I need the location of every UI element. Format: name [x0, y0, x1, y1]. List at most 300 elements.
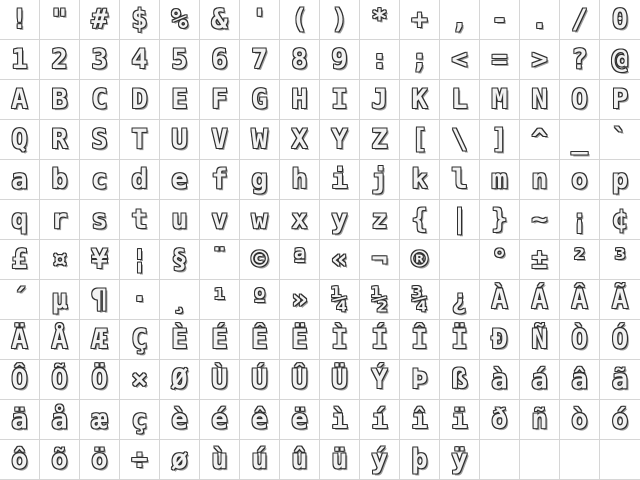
glyph-cell[interactable]	[40, 320, 80, 360]
glyph: ¨	[211, 243, 228, 275]
glyph-cell[interactable]	[320, 80, 360, 120]
glyph-cell[interactable]	[520, 160, 560, 200]
glyph-cell[interactable]	[120, 40, 160, 80]
glyph-cell[interactable]	[400, 320, 440, 360]
glyph: t	[131, 203, 148, 235]
glyph-cell[interactable]	[520, 400, 560, 440]
glyph: :	[371, 43, 388, 75]
glyph-cell[interactable]	[400, 400, 440, 440]
empty-cell	[520, 440, 560, 480]
glyph-cell[interactable]	[480, 320, 520, 360]
glyph-cell[interactable]	[240, 160, 280, 200]
glyph-cell[interactable]	[200, 0, 240, 40]
glyph-cell[interactable]	[120, 80, 160, 120]
glyph: È	[171, 323, 188, 355]
glyph-cell[interactable]	[280, 80, 320, 120]
glyph-cell[interactable]	[520, 200, 560, 240]
glyph-cell[interactable]	[200, 280, 240, 320]
glyph-cell[interactable]	[360, 160, 400, 200]
glyph: 9	[331, 43, 348, 75]
glyph-cell[interactable]	[160, 0, 200, 40]
glyph-cell[interactable]	[120, 0, 160, 40]
glyph: ¿	[451, 283, 468, 315]
empty-cell	[480, 440, 520, 480]
glyph: ·	[131, 283, 148, 315]
glyph-cell[interactable]	[320, 40, 360, 80]
glyph-cell[interactable]	[520, 120, 560, 160]
glyph-cell[interactable]	[360, 400, 400, 440]
glyph-cell[interactable]	[240, 0, 280, 40]
glyph: ¸	[171, 283, 188, 315]
glyph-cell[interactable]	[240, 200, 280, 240]
empty-cell	[560, 440, 600, 480]
glyph-cell[interactable]	[280, 0, 320, 40]
glyph: $	[131, 3, 148, 35]
glyph: p	[611, 163, 629, 195]
glyph-cell[interactable]	[240, 320, 280, 360]
glyph-cell[interactable]	[320, 360, 360, 400]
glyph-cell[interactable]	[80, 160, 120, 200]
glyph: ï	[451, 403, 468, 435]
glyph-cell[interactable]	[280, 360, 320, 400]
glyph: f	[211, 163, 228, 195]
glyph: "	[51, 3, 68, 35]
glyph: Ä	[11, 323, 28, 355]
glyph-cell[interactable]	[600, 80, 640, 120]
glyph-cell[interactable]	[520, 40, 560, 80]
glyph-cell[interactable]	[120, 120, 160, 160]
glyph-cell[interactable]	[560, 160, 600, 200]
glyph-cell[interactable]	[240, 80, 280, 120]
glyph: ½	[371, 283, 388, 315]
glyph-cell[interactable]	[120, 200, 160, 240]
glyph: ê	[251, 403, 268, 435]
glyph: ð	[491, 403, 508, 435]
glyph: N	[531, 83, 548, 115]
glyph: \	[451, 123, 468, 155]
glyph-cell[interactable]	[360, 0, 400, 40]
glyph-cell[interactable]	[360, 120, 400, 160]
glyph: )	[331, 3, 348, 35]
glyph-cell[interactable]	[560, 400, 600, 440]
glyph: Þ	[411, 363, 428, 395]
glyph-cell[interactable]	[400, 160, 440, 200]
glyph: §	[171, 243, 188, 275]
glyph: Û	[291, 363, 308, 395]
glyph: _	[571, 123, 588, 155]
glyph-cell[interactable]	[160, 400, 200, 440]
glyph-cell[interactable]	[120, 360, 160, 400]
glyph-cell[interactable]	[480, 160, 520, 200]
glyph: O	[571, 83, 588, 115]
glyph: ý	[371, 443, 388, 475]
glyph: T	[131, 123, 148, 155]
glyph-cell[interactable]	[400, 200, 440, 240]
glyph-cell[interactable]	[400, 80, 440, 120]
glyph-cell[interactable]	[440, 0, 480, 40]
glyph-cell[interactable]	[40, 440, 80, 480]
glyph-cell[interactable]	[440, 120, 480, 160]
glyph-cell[interactable]	[560, 280, 600, 320]
glyph-cell[interactable]	[200, 40, 240, 80]
glyph: ¶	[91, 283, 108, 315]
glyph-cell[interactable]	[360, 280, 400, 320]
glyph-cell[interactable]	[280, 40, 320, 80]
glyph-cell[interactable]	[0, 200, 40, 240]
glyph: ®	[411, 243, 428, 275]
glyph: à	[491, 363, 508, 395]
glyph-cell[interactable]	[80, 280, 120, 320]
glyph-cell[interactable]	[480, 360, 520, 400]
glyph-cell[interactable]	[160, 280, 200, 320]
glyph-cell[interactable]	[480, 40, 520, 80]
glyph: «	[331, 243, 348, 275]
glyph: Ô	[11, 363, 28, 395]
glyph: }	[491, 203, 508, 235]
glyph: ^	[531, 123, 548, 155]
glyph-cell[interactable]	[400, 360, 440, 400]
glyph-cell[interactable]	[560, 0, 600, 40]
empty-cell	[440, 240, 480, 280]
glyph-cell[interactable]	[320, 240, 360, 280]
glyph-cell[interactable]	[360, 440, 400, 480]
glyph-cell[interactable]	[360, 200, 400, 240]
glyph: ¦	[131, 243, 148, 275]
glyph-cell[interactable]	[0, 120, 40, 160]
glyph-cell[interactable]	[80, 440, 120, 480]
glyph-cell[interactable]	[560, 320, 600, 360]
glyph-cell[interactable]	[280, 160, 320, 200]
glyph-cell[interactable]	[200, 240, 240, 280]
glyph: *	[371, 3, 388, 35]
glyph-cell[interactable]	[360, 360, 400, 400]
glyph-cell[interactable]	[0, 80, 40, 120]
glyph-cell[interactable]	[40, 200, 80, 240]
glyph: ß	[451, 363, 468, 395]
glyph: !	[11, 3, 28, 35]
glyph-cell[interactable]	[360, 240, 400, 280]
glyph-cell[interactable]	[40, 280, 80, 320]
glyph-cell[interactable]	[0, 160, 40, 200]
glyph-cell[interactable]	[120, 440, 160, 480]
glyph: ª	[291, 243, 308, 275]
glyph: Å	[51, 323, 68, 355]
glyph-cell[interactable]	[40, 160, 80, 200]
glyph-cell[interactable]	[400, 40, 440, 80]
glyph-cell[interactable]	[520, 0, 560, 40]
glyph-cell[interactable]	[0, 40, 40, 80]
glyph-cell[interactable]	[440, 80, 480, 120]
glyph-cell[interactable]	[520, 240, 560, 280]
glyph-cell[interactable]	[280, 200, 320, 240]
glyph-cell[interactable]	[200, 80, 240, 120]
glyph: ò	[571, 403, 588, 435]
glyph-cell[interactable]	[440, 160, 480, 200]
glyph-cell[interactable]	[240, 360, 280, 400]
glyph: P	[611, 83, 629, 115]
glyph-cell[interactable]	[200, 320, 240, 360]
glyph: Ù	[211, 363, 228, 395]
glyph-cell[interactable]	[40, 120, 80, 160]
glyph-cell[interactable]	[80, 40, 120, 80]
glyph: 7	[251, 43, 268, 75]
glyph: ë	[291, 403, 308, 435]
glyph: Ê	[251, 323, 268, 355]
glyph: '	[251, 3, 268, 35]
glyph-cell[interactable]	[600, 160, 640, 200]
glyph: x	[291, 203, 308, 235]
glyph: m	[491, 163, 508, 195]
glyph: 1	[11, 43, 28, 75]
glyph-cell[interactable]	[160, 160, 200, 200]
glyph-cell[interactable]	[80, 240, 120, 280]
glyph-cell[interactable]	[120, 280, 160, 320]
glyph: ³	[611, 243, 629, 275]
glyph-cell[interactable]	[40, 80, 80, 120]
glyph-cell[interactable]	[320, 320, 360, 360]
glyph: ,	[451, 3, 468, 35]
glyph: Ã	[611, 283, 629, 315]
glyph-cell[interactable]	[0, 320, 40, 360]
glyph: ±	[531, 243, 548, 275]
glyph: C	[91, 83, 108, 115]
glyph: g	[251, 163, 268, 195]
glyph-cell[interactable]	[320, 200, 360, 240]
glyph-cell[interactable]	[440, 400, 480, 440]
glyph-cell[interactable]	[0, 360, 40, 400]
glyph-cell[interactable]	[200, 400, 240, 440]
glyph-cell[interactable]	[80, 200, 120, 240]
glyph: ô	[11, 443, 28, 475]
glyph-cell[interactable]	[360, 80, 400, 120]
glyph-cell[interactable]	[520, 360, 560, 400]
glyph-cell[interactable]	[40, 0, 80, 40]
glyph-cell[interactable]	[320, 280, 360, 320]
glyph-cell[interactable]	[440, 320, 480, 360]
glyph: ¹	[211, 283, 228, 315]
glyph-cell[interactable]	[480, 80, 520, 120]
glyph: Ì	[331, 323, 348, 355]
glyph-cell[interactable]	[240, 120, 280, 160]
glyph-cell[interactable]	[600, 360, 640, 400]
glyph: Ü	[331, 363, 348, 395]
glyph-cell[interactable]	[560, 240, 600, 280]
glyph: ¬	[371, 243, 388, 275]
glyph-cell[interactable]	[0, 240, 40, 280]
glyph-cell[interactable]	[600, 0, 640, 40]
glyph-cell[interactable]	[400, 440, 440, 480]
glyph: h	[291, 163, 308, 195]
glyph-cell[interactable]	[80, 80, 120, 120]
glyph-cell[interactable]	[160, 40, 200, 80]
glyph-cell[interactable]	[40, 360, 80, 400]
glyph: {	[411, 203, 428, 235]
glyph-cell[interactable]	[520, 80, 560, 120]
glyph-cell[interactable]	[600, 120, 640, 160]
glyph-cell[interactable]	[360, 320, 400, 360]
glyph-cell[interactable]	[440, 280, 480, 320]
glyph-cell[interactable]	[160, 360, 200, 400]
glyph-cell[interactable]	[200, 200, 240, 240]
glyph-cell[interactable]	[480, 0, 520, 40]
glyph-cell[interactable]	[0, 280, 40, 320]
glyph-cell[interactable]	[280, 400, 320, 440]
glyph-cell[interactable]	[600, 280, 640, 320]
glyph-cell[interactable]	[400, 280, 440, 320]
glyph-cell[interactable]	[120, 320, 160, 360]
glyph: q	[11, 203, 28, 235]
glyph: >	[531, 43, 548, 75]
glyph: ñ	[531, 403, 548, 435]
glyph-cell[interactable]	[320, 160, 360, 200]
glyph-cell[interactable]	[560, 200, 600, 240]
glyph: ó	[611, 403, 629, 435]
glyph: Æ	[91, 323, 108, 355]
glyph-cell[interactable]	[160, 200, 200, 240]
glyph: W	[251, 123, 268, 155]
glyph-cell[interactable]	[240, 40, 280, 80]
glyph: Z	[371, 123, 388, 155]
glyph-cell[interactable]	[560, 120, 600, 160]
glyph-cell[interactable]	[200, 360, 240, 400]
glyph: ÷	[131, 443, 148, 475]
glyph-cell[interactable]	[80, 320, 120, 360]
glyph-cell[interactable]	[440, 440, 480, 480]
glyph: ä	[11, 403, 28, 435]
glyph-cell[interactable]	[320, 440, 360, 480]
glyph: õ	[51, 443, 68, 475]
glyph: ü	[331, 443, 348, 475]
glyph: b	[51, 163, 68, 195]
glyph: Ñ	[531, 323, 548, 355]
glyph-cell[interactable]	[160, 440, 200, 480]
glyph-cell[interactable]	[40, 240, 80, 280]
glyph-cell[interactable]	[520, 320, 560, 360]
glyph-cell[interactable]	[80, 0, 120, 40]
glyph: L	[451, 83, 468, 115]
glyph-cell[interactable]	[400, 240, 440, 280]
glyph: á	[531, 363, 548, 395]
glyph-cell[interactable]	[600, 200, 640, 240]
glyph: Ý	[371, 363, 388, 395]
glyph-cell[interactable]	[0, 400, 40, 440]
glyph-cell[interactable]	[480, 120, 520, 160]
glyph: R	[51, 123, 68, 155]
glyph: A	[11, 83, 28, 115]
glyph-cell[interactable]	[120, 160, 160, 200]
glyph-cell[interactable]	[280, 280, 320, 320]
glyph: Í	[371, 323, 388, 355]
glyph-cell[interactable]	[600, 40, 640, 80]
glyph-cell[interactable]	[200, 120, 240, 160]
glyph: D	[131, 83, 148, 115]
glyph: Y	[331, 123, 348, 155]
glyph-cell[interactable]	[280, 240, 320, 280]
glyph-cell[interactable]	[320, 0, 360, 40]
glyph-cell[interactable]	[320, 400, 360, 440]
glyph-cell[interactable]	[600, 320, 640, 360]
glyph-cell[interactable]	[160, 320, 200, 360]
glyph-cell[interactable]	[560, 360, 600, 400]
glyph-cell[interactable]	[280, 440, 320, 480]
glyph-cell[interactable]	[240, 280, 280, 320]
glyph-cell[interactable]	[440, 360, 480, 400]
glyph: ?	[571, 43, 588, 75]
glyph-cell[interactable]	[600, 240, 640, 280]
glyph-cell[interactable]	[120, 240, 160, 280]
glyph: M	[491, 83, 508, 115]
glyph-cell[interactable]	[480, 280, 520, 320]
glyph: i	[331, 163, 348, 195]
glyph: Ø	[171, 363, 188, 395]
glyph-cell[interactable]	[240, 400, 280, 440]
glyph: â	[571, 363, 588, 395]
glyph: ¡	[571, 203, 588, 235]
glyph: 6	[211, 43, 228, 75]
glyph: Ú	[251, 363, 268, 395]
glyph: E	[171, 83, 188, 115]
glyph-cell[interactable]	[440, 200, 480, 240]
glyph-cell[interactable]	[200, 440, 240, 480]
glyph-cell[interactable]	[480, 200, 520, 240]
glyph: ø	[171, 443, 188, 475]
glyph-cell[interactable]	[240, 440, 280, 480]
glyph: Õ	[51, 363, 68, 395]
glyph: I	[331, 83, 348, 115]
glyph-cell[interactable]	[320, 120, 360, 160]
glyph: ×	[131, 363, 148, 395]
glyph-cell[interactable]	[160, 240, 200, 280]
glyph-cell[interactable]	[560, 80, 600, 120]
glyph: |	[451, 203, 468, 235]
glyph-cell[interactable]	[240, 240, 280, 280]
glyph: ;	[411, 43, 428, 75]
glyph-cell[interactable]	[280, 120, 320, 160]
glyph-cell[interactable]	[600, 400, 640, 440]
glyph-cell[interactable]	[520, 280, 560, 320]
glyph-cell[interactable]	[40, 400, 80, 440]
glyph-cell[interactable]	[160, 120, 200, 160]
glyph-cell[interactable]	[280, 320, 320, 360]
glyph-cell[interactable]	[200, 160, 240, 200]
glyph: µ	[51, 283, 68, 315]
glyph-cell[interactable]	[440, 40, 480, 80]
glyph: ~	[531, 203, 548, 235]
glyph-cell[interactable]	[40, 40, 80, 80]
glyph-cell[interactable]	[0, 0, 40, 40]
glyph-cell[interactable]	[80, 120, 120, 160]
glyph-cell[interactable]	[480, 240, 520, 280]
glyph: û	[291, 443, 308, 475]
glyph-cell[interactable]	[80, 400, 120, 440]
glyph: 0	[611, 3, 629, 35]
glyph-cell[interactable]	[480, 400, 520, 440]
glyph-cell[interactable]	[360, 40, 400, 80]
glyph: ã	[611, 363, 629, 395]
glyph: H	[291, 83, 308, 115]
glyph-cell[interactable]	[120, 400, 160, 440]
glyph-cell[interactable]	[0, 440, 40, 480]
glyph-cell[interactable]	[400, 120, 440, 160]
glyph: í	[371, 403, 388, 435]
glyph: î	[411, 403, 428, 435]
glyph: »	[291, 283, 308, 315]
glyph-cell[interactable]	[400, 0, 440, 40]
glyph-cell[interactable]	[160, 80, 200, 120]
glyph-cell[interactable]	[560, 40, 600, 80]
glyph-cell[interactable]	[80, 360, 120, 400]
glyph: ¼	[331, 283, 348, 315]
